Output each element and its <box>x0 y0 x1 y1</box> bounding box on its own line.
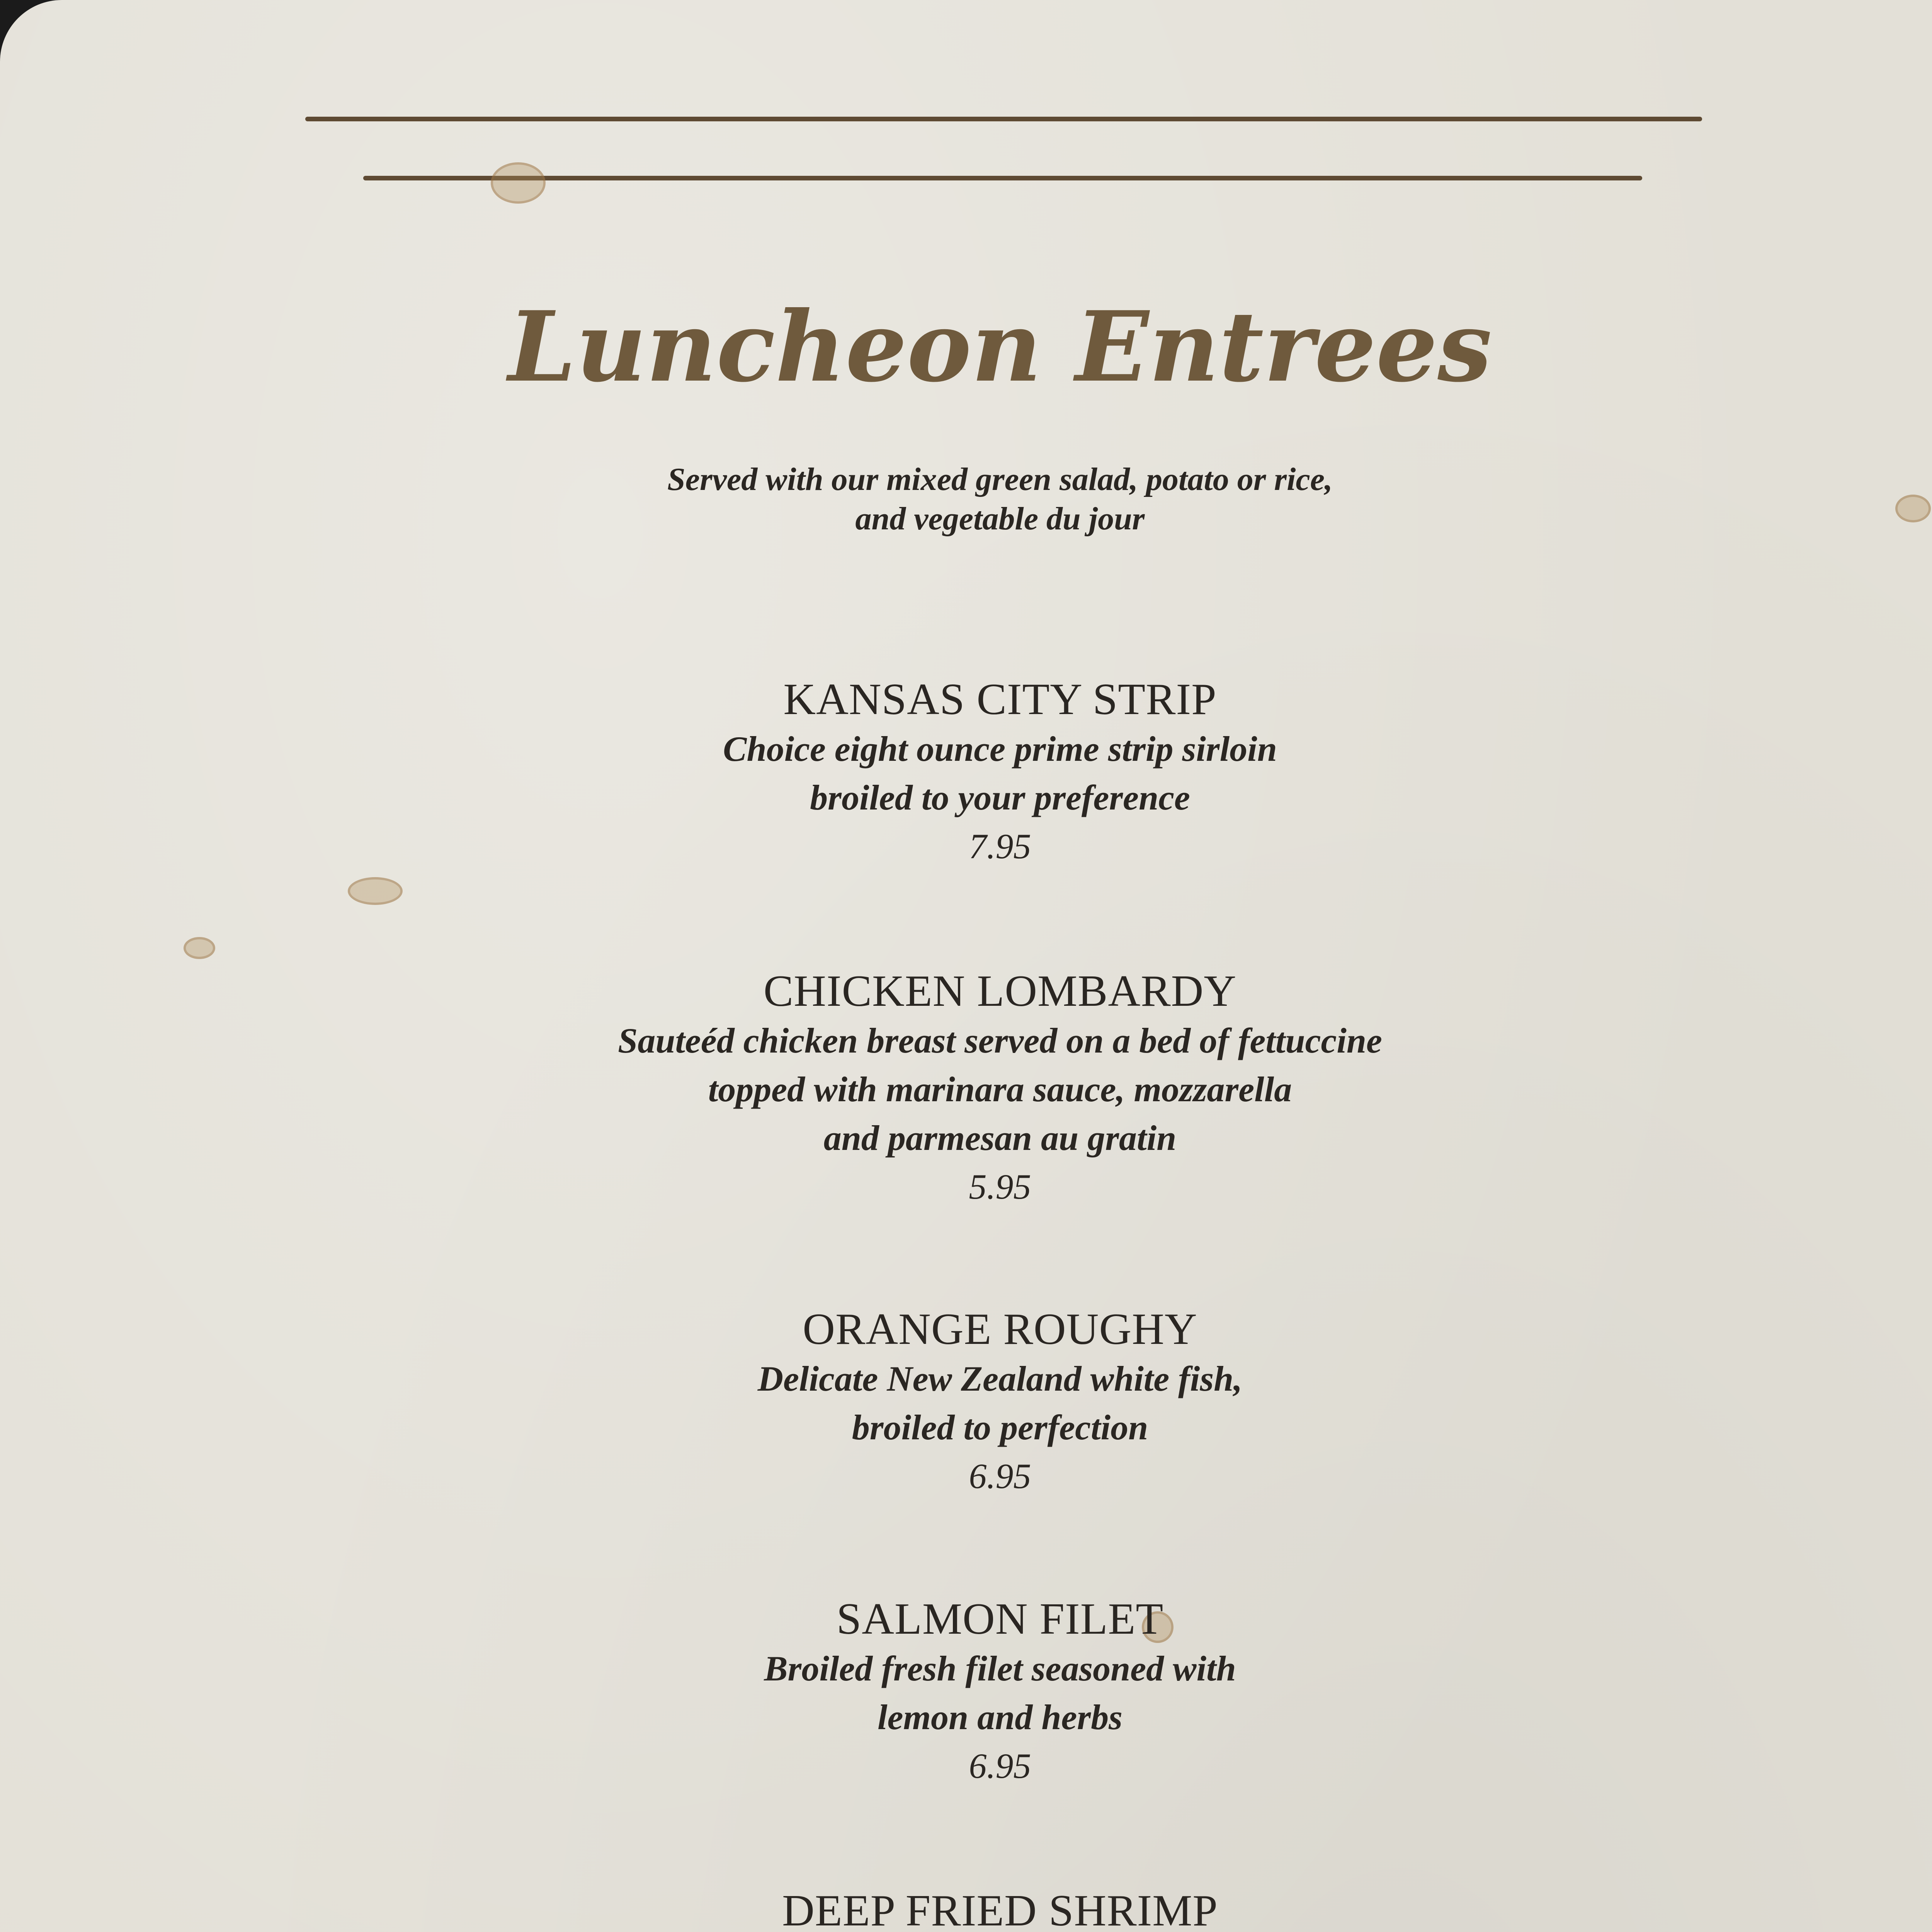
subtitle-line: and vegetable du jour <box>855 501 1145 537</box>
stain-mark <box>348 877 403 905</box>
menu-item <box>0 1594 1932 1790</box>
top-rule-outer <box>305 117 1702 121</box>
menu-item <box>0 1886 1932 1932</box>
item-description-line: broiled to perfection <box>852 1408 1148 1447</box>
item-name: ORANGE ROUGHY <box>803 1304 1197 1354</box>
item-name: SALMON FILET <box>836 1594 1164 1644</box>
item-price: 6.95 <box>969 1456 1031 1496</box>
page-title: Luncheon Entrees <box>508 290 1492 403</box>
item-price: 6.95 <box>969 1746 1031 1786</box>
item-price: 7.95 <box>969 827 1031 866</box>
item-description-line: lemon and herbs <box>878 1697 1122 1737</box>
item-description-line: Broiled fresh filet seasoned with <box>764 1649 1236 1688</box>
item-description-line: topped with marinara sauce, mozzarella <box>708 1070 1292 1109</box>
subtitle-line: Served with our mixed green salad, potato or rice, <box>667 461 1333 497</box>
menu-item <box>0 674 1932 871</box>
menu-item <box>0 966 1932 1211</box>
menu-item <box>0 1304 1932 1500</box>
item-name: CHICKEN LOMBARDY <box>763 966 1237 1016</box>
item-description-line: Sauteéd chicken breast served on a bed of fettuccine <box>618 1021 1382 1060</box>
menu-subtitle <box>0 460 1932 539</box>
item-price: 5.95 <box>969 1167 1031 1206</box>
item-description-line: Choice eight ounce prime strip sirloin <box>723 729 1277 769</box>
top-rule-inner <box>363 176 1642 180</box>
item-name: KANSAS CITY STRIP <box>783 675 1217 724</box>
item-description-line: Delicate New Zealand white fish, <box>757 1359 1243 1398</box>
stain-mark <box>491 162 546 204</box>
item-name: DEEP FRIED SHRIMP <box>782 1886 1218 1932</box>
item-description-line: and parmesan au gratin <box>823 1118 1177 1158</box>
stain-mark <box>184 937 215 959</box>
item-description-line: broiled to your preference <box>810 778 1190 817</box>
